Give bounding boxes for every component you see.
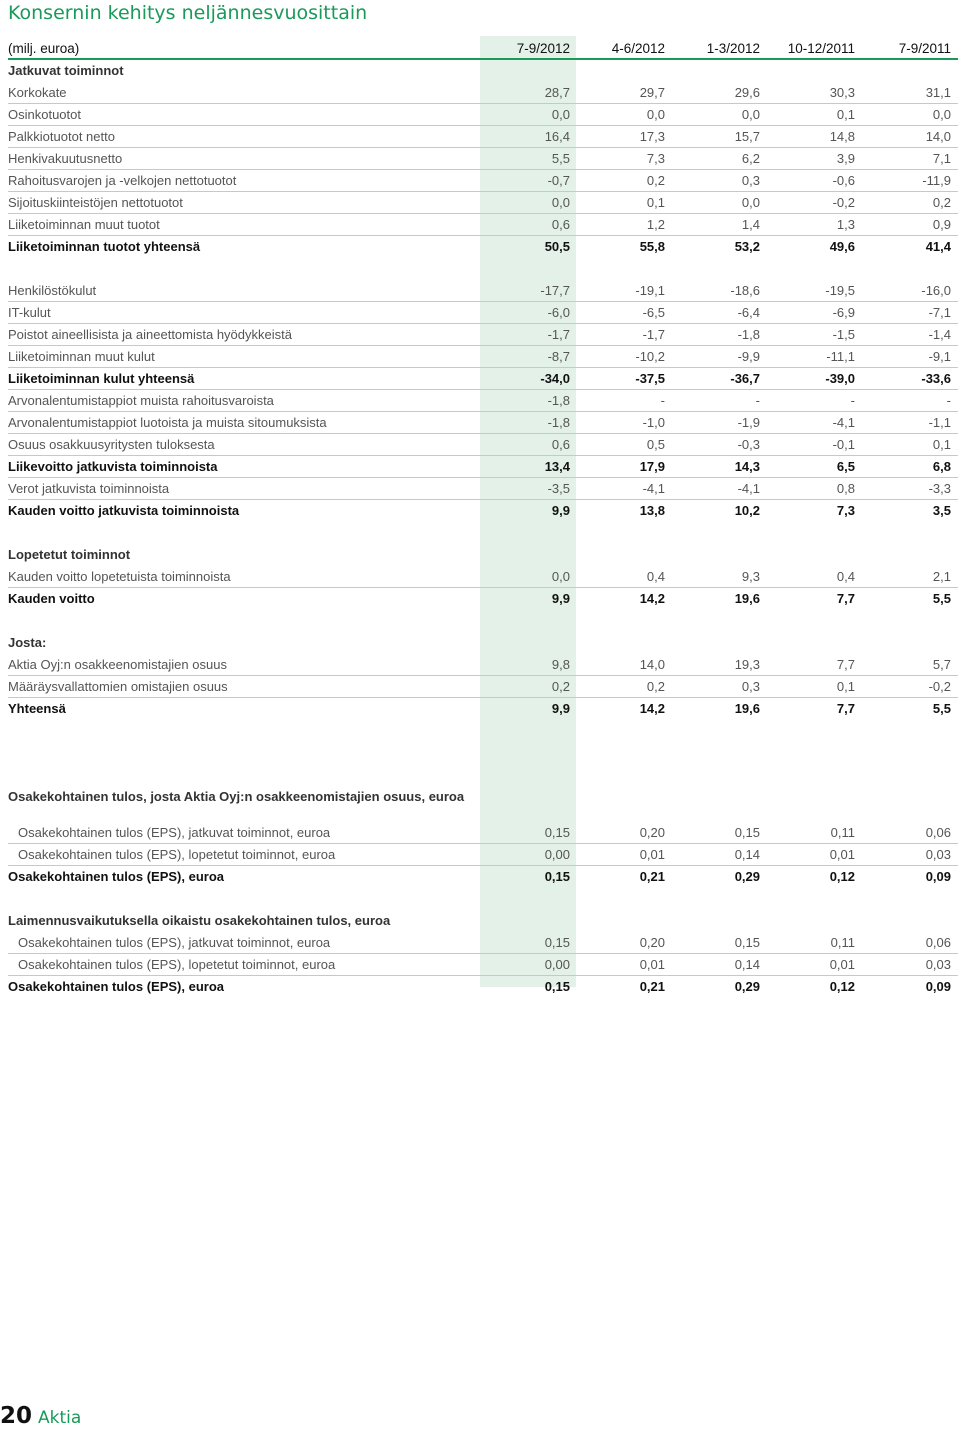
row-value: 0,0 bbox=[741, 195, 760, 210]
table-row bbox=[8, 654, 958, 676]
table-row bbox=[8, 324, 958, 346]
row-value: -1,8 bbox=[547, 393, 570, 408]
row-value: 0,2 bbox=[551, 679, 570, 694]
row-label: Sijoituskiinteistöjen nettotuotot bbox=[8, 195, 183, 210]
page-number: 20 bbox=[0, 1403, 33, 1429]
row-value: 14,2 bbox=[639, 591, 665, 606]
row-value: 7,7 bbox=[836, 701, 855, 716]
table-row bbox=[8, 280, 958, 302]
total-row bbox=[8, 698, 958, 720]
quarterly-table bbox=[8, 38, 958, 998]
row-value: 9,9 bbox=[551, 503, 570, 518]
row-label: Arvonalentumistappiot luotoista ja muista sitoumuksista bbox=[8, 415, 327, 430]
table-row bbox=[8, 82, 958, 104]
row-label: Kauden voitto jatkuvista toiminnoista bbox=[8, 503, 240, 518]
section-heading-label: Lopetetut toiminnot bbox=[8, 547, 131, 562]
row-label: Liiketoiminnan tuotot yhteensä bbox=[8, 239, 201, 254]
row-value: 1,3 bbox=[836, 217, 855, 232]
period-header: 7-9/2011 bbox=[898, 41, 951, 56]
table-row bbox=[8, 104, 958, 126]
row-label: Osakekohtainen tulos (EPS), lopetetut toiminnot, euroa bbox=[18, 847, 336, 862]
row-value: 9,9 bbox=[551, 701, 570, 716]
row-value: - bbox=[660, 393, 665, 408]
row-label: Osakekohtainen tulos (EPS), jatkuvat toiminnot, euroa bbox=[18, 825, 331, 840]
row-value: 0,11 bbox=[830, 825, 855, 840]
row-value: -19,1 bbox=[635, 283, 665, 298]
row-value: -39,0 bbox=[825, 371, 855, 386]
spacer bbox=[8, 522, 958, 544]
row-value: 50,5 bbox=[544, 239, 570, 254]
row-value: -1,5 bbox=[832, 327, 855, 342]
row-label: Kauden voitto lopetetuista toiminnoista bbox=[8, 569, 231, 584]
row-value: 0,9 bbox=[932, 217, 951, 232]
row-value: 14,3 bbox=[734, 459, 760, 474]
row-value: 9,9 bbox=[551, 591, 570, 606]
spacer bbox=[8, 764, 958, 786]
row-value: 0,14 bbox=[734, 847, 760, 862]
row-value: 41,4 bbox=[925, 239, 951, 254]
row-value: 0,20 bbox=[639, 935, 665, 950]
row-value: 0,09 bbox=[925, 869, 951, 884]
row-value: -6,9 bbox=[832, 305, 855, 320]
row-label: Määräysvallattomien omistajien osuus bbox=[8, 679, 228, 694]
row-value: -4,1 bbox=[832, 415, 855, 430]
brand-name: Aktia bbox=[38, 1408, 82, 1428]
row-value: 9,3 bbox=[741, 569, 760, 584]
row-value: 0,0 bbox=[741, 107, 760, 122]
row-value: 0,8 bbox=[836, 481, 855, 496]
unit-label: (milj. euroa) bbox=[8, 41, 80, 56]
row-value: 5,7 bbox=[932, 657, 951, 672]
row-value: 0,15 bbox=[544, 979, 570, 994]
row-value: 0,15 bbox=[734, 825, 760, 840]
row-value: -6,0 bbox=[547, 305, 570, 320]
table-row bbox=[8, 844, 958, 866]
row-value: 16,4 bbox=[544, 129, 570, 144]
row-value: - bbox=[946, 393, 951, 408]
row-value: -0,7 bbox=[547, 173, 570, 188]
section-heading bbox=[8, 632, 958, 654]
table-row bbox=[8, 954, 958, 976]
row-label: Liiketoiminnan muut kulut bbox=[8, 349, 155, 364]
row-value: 0,01 bbox=[829, 847, 855, 862]
row-value: 0,3 bbox=[741, 679, 760, 694]
row-value: -37,5 bbox=[635, 371, 665, 386]
row-value: 0,00 bbox=[544, 957, 570, 972]
row-value: 0,0 bbox=[551, 569, 570, 584]
row-value: -36,7 bbox=[730, 371, 760, 386]
row-value: 0,1 bbox=[836, 679, 855, 694]
row-label: Kauden voitto bbox=[8, 591, 95, 606]
row-value: 6,5 bbox=[836, 459, 855, 474]
row-label: Henkivakuutusnetto bbox=[8, 151, 123, 166]
row-value: 17,3 bbox=[639, 129, 665, 144]
table-row bbox=[8, 170, 958, 192]
row-label: Osakekohtainen tulos (EPS), jatkuvat toiminnot, euroa bbox=[18, 935, 331, 950]
total-row bbox=[8, 236, 958, 258]
table-row bbox=[8, 676, 958, 698]
row-value: 15,7 bbox=[734, 129, 760, 144]
table-row bbox=[8, 412, 958, 434]
row-value: -33,6 bbox=[921, 371, 951, 386]
row-value: 5,5 bbox=[551, 151, 570, 166]
spacer bbox=[8, 258, 958, 280]
row-label: Palkkiotuotot netto bbox=[8, 129, 115, 144]
row-value: 0,21 bbox=[639, 869, 665, 884]
table-row bbox=[8, 346, 958, 368]
section-heading-label: Osakekohtainen tulos, josta Aktia Oyj:n osakkeenomistajien osuus, euroa bbox=[8, 789, 465, 804]
row-label: Arvonalentumistappiot muista rahoitusvaroista bbox=[8, 393, 274, 408]
section-heading bbox=[8, 544, 958, 566]
row-label: Osakekohtainen tulos (EPS), euroa bbox=[8, 979, 224, 994]
total-row bbox=[8, 588, 958, 610]
table-row bbox=[8, 126, 958, 148]
row-value: 0,01 bbox=[639, 847, 665, 862]
row-value: -3,3 bbox=[928, 481, 951, 496]
row-value: -6,5 bbox=[642, 305, 665, 320]
row-value: -11,1 bbox=[826, 349, 855, 364]
row-value: -7,1 bbox=[928, 305, 951, 320]
row-value: 13,4 bbox=[544, 459, 570, 474]
row-value: 0,06 bbox=[925, 825, 951, 840]
row-value: 0,15 bbox=[544, 825, 570, 840]
row-value: -11,9 bbox=[922, 173, 951, 188]
row-value: 0,2 bbox=[646, 173, 665, 188]
row-value: 10,2 bbox=[734, 503, 760, 518]
table-header-row bbox=[8, 38, 958, 60]
row-value: 55,8 bbox=[639, 239, 665, 254]
row-label: Liiketoiminnan muut tuotot bbox=[8, 217, 160, 232]
row-value: 29,6 bbox=[734, 85, 760, 100]
row-value: -0,2 bbox=[928, 679, 951, 694]
row-value: -0,1 bbox=[832, 437, 855, 452]
row-value: 13,8 bbox=[639, 503, 665, 518]
row-value: 0,4 bbox=[646, 569, 665, 584]
row-value: -16,0 bbox=[921, 283, 951, 298]
table-row bbox=[8, 214, 958, 236]
row-value: 0,0 bbox=[551, 107, 570, 122]
table-row bbox=[8, 148, 958, 170]
row-value: 28,7 bbox=[544, 85, 570, 100]
row-value: 5,5 bbox=[932, 591, 951, 606]
row-value: 7,3 bbox=[836, 503, 855, 518]
row-value: -1,8 bbox=[547, 415, 570, 430]
row-value: -1,9 bbox=[737, 415, 760, 430]
row-label: Yhteensä bbox=[8, 701, 66, 716]
row-value: 14,8 bbox=[829, 129, 855, 144]
row-value: 0,0 bbox=[932, 107, 951, 122]
spacer bbox=[8, 742, 958, 764]
row-value: 53,2 bbox=[734, 239, 760, 254]
row-value: 19,3 bbox=[734, 657, 760, 672]
row-value: -1,0 bbox=[642, 415, 665, 430]
row-value: -0,3 bbox=[737, 437, 760, 452]
section-heading-label: Josta: bbox=[8, 635, 47, 650]
row-value: 14,2 bbox=[639, 701, 665, 716]
row-value: -0,6 bbox=[832, 173, 855, 188]
row-value: 19,6 bbox=[734, 591, 760, 606]
period-header: 10-12/2011 bbox=[787, 41, 855, 56]
row-value: 6,8 bbox=[932, 459, 951, 474]
row-value: 0,20 bbox=[639, 825, 665, 840]
row-value: 14,0 bbox=[925, 129, 951, 144]
row-value: 0,4 bbox=[836, 569, 855, 584]
row-value: 0,12 bbox=[829, 979, 855, 994]
row-value: 7,1 bbox=[932, 151, 951, 166]
row-value: 0,29 bbox=[734, 979, 760, 994]
row-value: 0,1 bbox=[932, 437, 951, 452]
row-value: 19,6 bbox=[734, 701, 760, 716]
row-value: 1,4 bbox=[741, 217, 760, 232]
row-value: -3,5 bbox=[547, 481, 570, 496]
row-value: 0,15 bbox=[544, 935, 570, 950]
row-value: 0,01 bbox=[639, 957, 665, 972]
period-header: 7-9/2012 bbox=[516, 41, 570, 56]
total-row bbox=[8, 866, 958, 888]
row-value: 9,8 bbox=[551, 657, 570, 672]
row-value: -10,2 bbox=[635, 349, 665, 364]
section-heading bbox=[8, 60, 958, 82]
row-value: 29,7 bbox=[639, 85, 665, 100]
row-value: -9,9 bbox=[737, 349, 760, 364]
row-value: 0,1 bbox=[836, 107, 855, 122]
period-header: 4-6/2012 bbox=[611, 41, 665, 56]
row-value: 0,6 bbox=[551, 217, 570, 232]
row-label: Rahoitusvarojen ja -velkojen nettotuotot bbox=[8, 173, 237, 188]
row-value: 3,5 bbox=[932, 503, 951, 518]
total-row bbox=[8, 456, 958, 478]
table-row bbox=[8, 434, 958, 456]
row-value: 0,15 bbox=[544, 869, 570, 884]
row-value: 3,9 bbox=[836, 151, 855, 166]
row-label: Osinkotuotot bbox=[8, 107, 81, 122]
row-value: 0,03 bbox=[925, 957, 951, 972]
row-value: 2,1 bbox=[932, 569, 951, 584]
row-value: 17,9 bbox=[639, 459, 665, 474]
row-value: 49,6 bbox=[829, 239, 855, 254]
table-row bbox=[8, 932, 958, 954]
row-value: 0,03 bbox=[925, 847, 951, 862]
row-value: -34,0 bbox=[540, 371, 570, 386]
row-value: - bbox=[850, 393, 855, 408]
row-value: 0,1 bbox=[646, 195, 665, 210]
table-row bbox=[8, 192, 958, 214]
page-footer bbox=[0, 1403, 81, 1429]
row-value: 14,0 bbox=[639, 657, 665, 672]
row-label: Verot jatkuvista toiminnoista bbox=[8, 481, 170, 496]
row-value: 1,2 bbox=[646, 217, 665, 232]
row-label: Aktia Oyj:n osakkeenomistajien osuus bbox=[8, 657, 227, 672]
row-label: Henkilöstökulut bbox=[8, 283, 97, 298]
row-value: 0,00 bbox=[544, 847, 570, 862]
row-value: 0,11 bbox=[830, 935, 855, 950]
row-value: -1,4 bbox=[928, 327, 951, 342]
row-value: 5,5 bbox=[932, 701, 951, 716]
row-value: -19,5 bbox=[825, 283, 855, 298]
row-label: IT-kulut bbox=[8, 305, 51, 320]
row-value: 0,15 bbox=[734, 935, 760, 950]
row-value: 0,5 bbox=[646, 437, 665, 452]
total-row bbox=[8, 500, 958, 522]
row-value: 7,3 bbox=[646, 151, 665, 166]
row-label: Liikevoitto jatkuvista toiminnoista bbox=[8, 459, 218, 474]
row-value: 0,2 bbox=[932, 195, 951, 210]
row-value: -1,7 bbox=[547, 327, 570, 342]
row-value: 0,09 bbox=[925, 979, 951, 994]
row-label: Poistot aineellisista ja aineettomista hyödykkeistä bbox=[8, 327, 292, 342]
row-value: 0,2 bbox=[646, 679, 665, 694]
section-heading bbox=[8, 786, 958, 822]
total-row bbox=[8, 368, 958, 390]
row-value: -1,1 bbox=[928, 415, 951, 430]
row-label: Osuus osakkuusyritysten tuloksesta bbox=[8, 437, 215, 452]
row-label: Liiketoiminnan kulut yhteensä bbox=[8, 371, 195, 386]
row-value: 7,7 bbox=[836, 591, 855, 606]
total-row bbox=[8, 976, 958, 998]
row-value: 0,14 bbox=[734, 957, 760, 972]
row-value: 6,2 bbox=[741, 151, 760, 166]
row-value: 7,7 bbox=[836, 657, 855, 672]
row-value: -1,7 bbox=[642, 327, 665, 342]
table-row bbox=[8, 822, 958, 844]
section-heading-label: Laimennusvaikutuksella oikaistu osakekohtainen tulos, euroa bbox=[8, 913, 391, 928]
row-value: 0,29 bbox=[734, 869, 760, 884]
table-row bbox=[8, 566, 958, 588]
row-value: -4,1 bbox=[642, 481, 665, 496]
row-value: 0,0 bbox=[646, 107, 665, 122]
row-value: - bbox=[755, 393, 760, 408]
row-value: 0,01 bbox=[829, 957, 855, 972]
spacer bbox=[8, 888, 958, 910]
row-value: -18,6 bbox=[730, 283, 760, 298]
row-value: -17,7 bbox=[540, 283, 570, 298]
period-header: 1-3/2012 bbox=[706, 41, 760, 56]
section-heading bbox=[8, 910, 958, 932]
row-value: 0,3 bbox=[741, 173, 760, 188]
row-label: Osakekohtainen tulos (EPS), lopetetut toiminnot, euroa bbox=[18, 957, 336, 972]
row-value: 0,12 bbox=[829, 869, 855, 884]
table-row bbox=[8, 478, 958, 500]
row-value: 0,6 bbox=[551, 437, 570, 452]
row-value: 30,3 bbox=[829, 85, 855, 100]
row-value: -9,1 bbox=[928, 349, 951, 364]
row-value: 0,21 bbox=[639, 979, 665, 994]
row-value: 0,06 bbox=[925, 935, 951, 950]
row-value: -6,4 bbox=[737, 305, 760, 320]
row-label: Osakekohtainen tulos (EPS), euroa bbox=[8, 869, 224, 884]
row-value: -0,2 bbox=[832, 195, 855, 210]
row-value: 0,0 bbox=[551, 195, 570, 210]
spacer bbox=[8, 720, 958, 742]
row-value: -4,1 bbox=[737, 481, 760, 496]
spacer bbox=[8, 610, 958, 632]
page-title: Konsernin kehitys neljännesvuosittain bbox=[8, 2, 368, 24]
row-value: -1,8 bbox=[737, 327, 760, 342]
row-value: -8,7 bbox=[547, 349, 570, 364]
table-row bbox=[8, 302, 958, 324]
row-value: 31,1 bbox=[925, 85, 951, 100]
table-row bbox=[8, 390, 958, 412]
section-heading-label: Jatkuvat toiminnot bbox=[8, 63, 124, 78]
row-label: Korkokate bbox=[8, 85, 67, 100]
